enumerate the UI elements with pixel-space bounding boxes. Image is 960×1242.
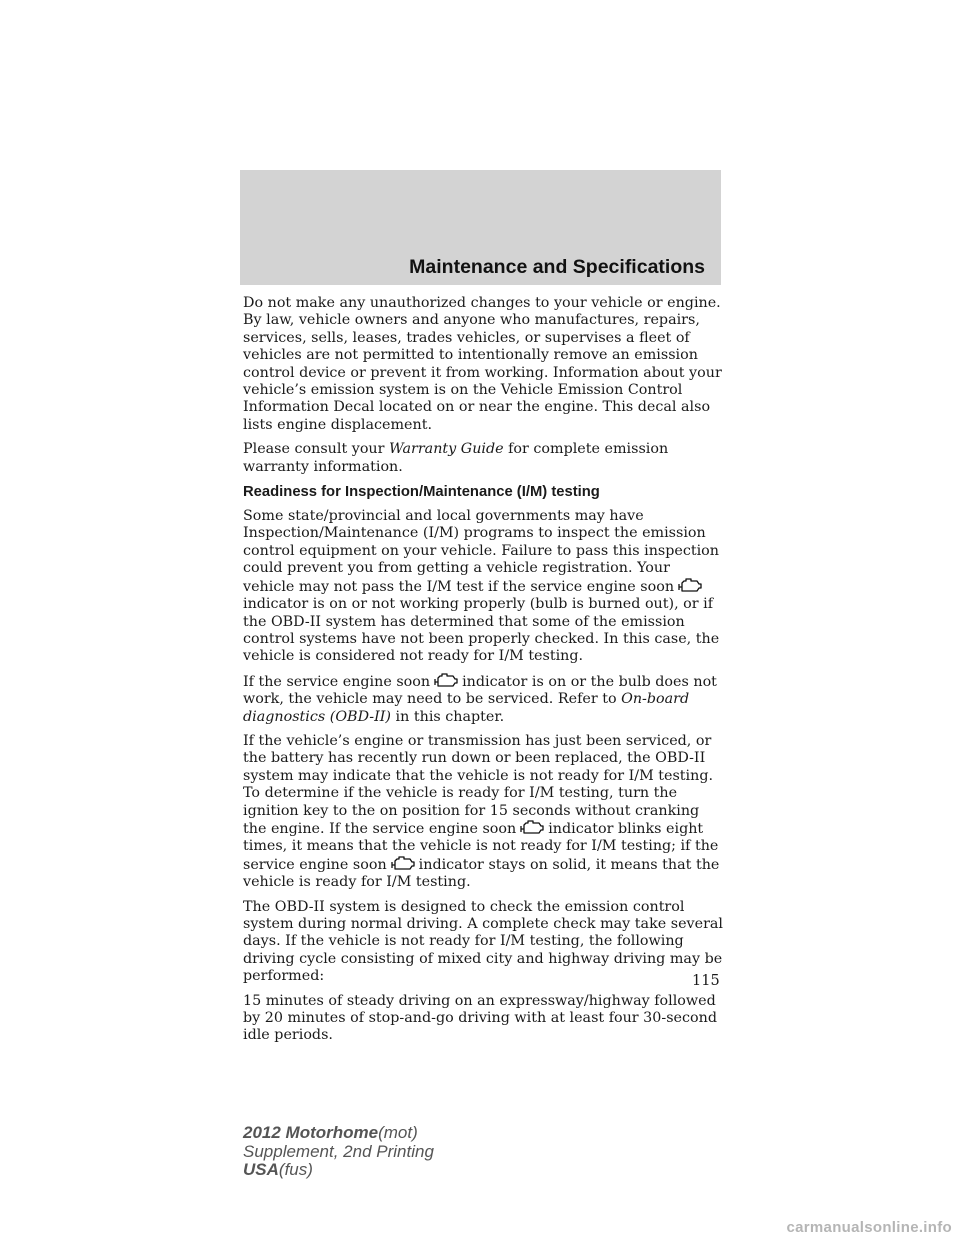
readiness-heading: Readiness for Inspection/Maintenance (I/M) testing: [243, 484, 600, 501]
paragraph-warranty: Please consult your Warranty Guide for complete emission warranty information.: [243, 441, 669, 475]
paragraph-unauthorized-changes: Do not make any unauthorized changes to your vehicle or engine. By law, vehicle owners and anyone who manufactures, repairs, services, sells, leases, trades vehicles, or supervises a fleet of vehicles are not permitted to intentionally remove an emission control device or prevent it from working. Information about your vehicle’s emission system is on the Vehicle Emission Control Information Decal located on or near the engine. This decal also lists engine displacement.: [243, 295, 722, 433]
page-number: 115: [692, 973, 720, 989]
paragraph-readiness-check: If the vehicle’s engine or transmission has just been serviced, or the battery has recently run down or been replaced, the OBD-II system may indicate that the vehicle is not ready for I/M testing. To determine if the vehicle is ready for I/M testing, turn the ignition key to the on position for 15 seconds without cranking the engine. If the service engine soon indicator blinks eight times, it means that the vehicle is not ready for I/M testing; if the service engine soon indicator stays on solid, it means that the vehicle is ready for I/M testing.: [243, 732, 720, 891]
section-title: Maintenance and Specifications: [409, 256, 705, 278]
watermark: carmanualsonline.info: [786, 1219, 952, 1236]
check-engine-icon: [390, 856, 416, 872]
check-engine-icon: [433, 673, 459, 689]
check-engine-icon: [519, 820, 545, 836]
paragraph-obd-design: The OBD-II system is designed to check the emission control system during normal driving. A complete check may take several days. If the vehicle is not ready for I/M testing, the following driving cycle consisting of mixed city and highway driving may be performed:: [243, 898, 724, 985]
paragraph-service-indicator: If the service engine soon indicator is on or the bulb does not work, the vehicle may need to be serviced. Refer to On-board diagnostics (OBD-II) in this chapter.: [243, 673, 717, 725]
warranty-guide-reference: Warranty Guide: [389, 441, 504, 458]
paragraph-driving-cycle: 15 minutes of steady driving on an expressway/highway followed by 20 minutes of stop-and-go driving with at least four 30-second idle periods.: [243, 992, 717, 1044]
footer-edition: 2012 Motorhome(mot) Supplement, 2nd Printing USA(fus): [243, 1123, 434, 1179]
page-content: [243, 295, 725, 1052]
check-engine-icon: [677, 578, 703, 594]
paragraph-im-programs: Some state/provincial and local governments may have Inspection/Maintenance (I/M) programs to inspect the emission control equipment on your vehicle. Failure to pass this inspection could prevent you from getting a vehicle registration. Your vehicle may not pass the I/M test if the service engine soonindicator is on or not working properly (bulb is burned out), or if the OBD-II system has determined that some of the emission control systems have not been properly checked. In this case, the vehicle is considered not ready for I/M testing.: [243, 508, 720, 665]
section-header: [240, 170, 721, 285]
obd-reference: On-board diagnostics (OBD-II): [243, 691, 690, 725]
